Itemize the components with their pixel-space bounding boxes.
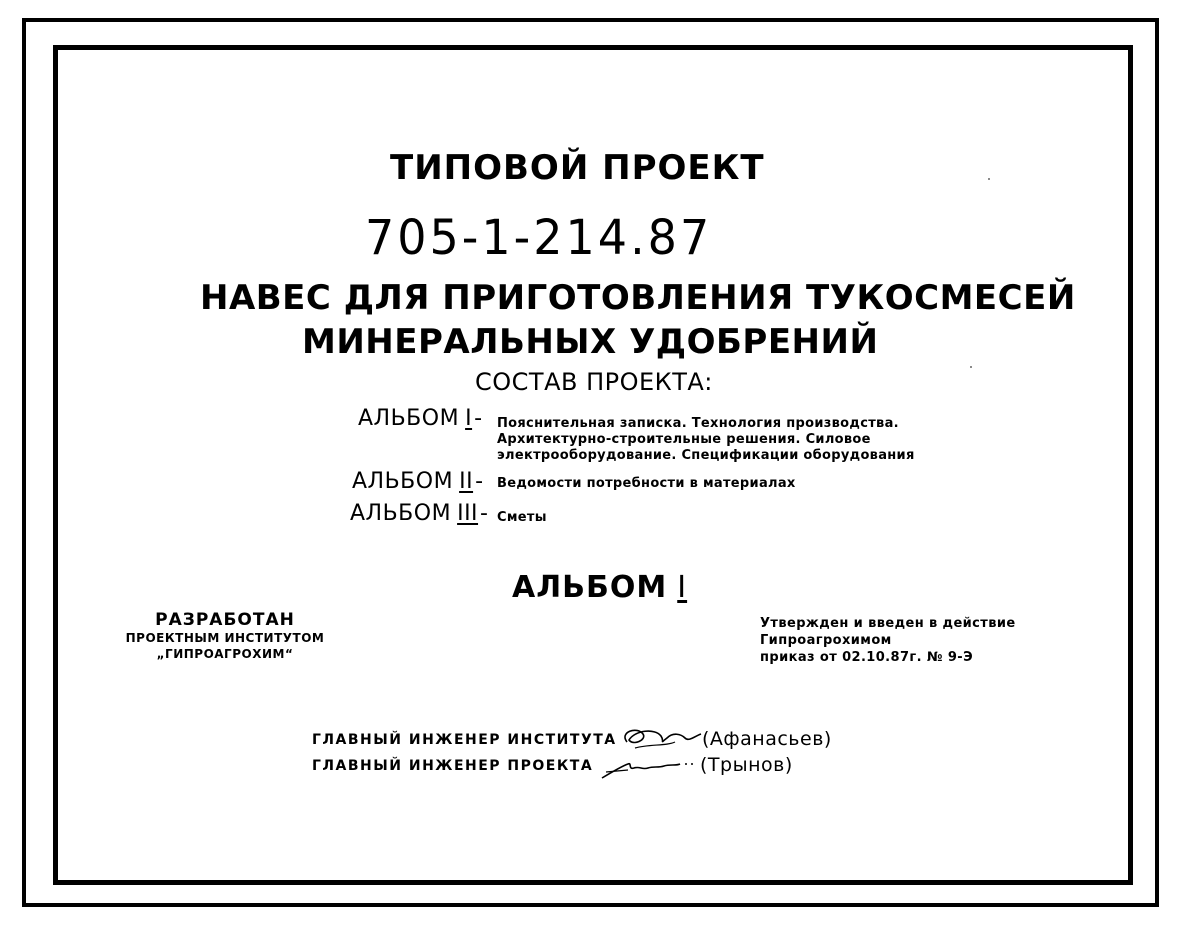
project-title-line-1: НАВЕС ДЛЯ ПРИГОТОВЛЕНИЯ ТУКОСМЕСЕЙ: [200, 278, 1076, 318]
album-dash: -: [475, 469, 484, 494]
album-entry: [352, 469, 484, 494]
scan-speck: [988, 178, 990, 180]
approval-line: Гипроагрохимом: [760, 633, 892, 648]
album-description-line: Архитектурно-строительные решения. Силовое: [497, 432, 871, 447]
current-album-name: АЛЬБОМ: [512, 570, 668, 605]
approval-block: [760, 615, 1016, 666]
album-numeral: II: [459, 469, 474, 494]
developer-line: ПРОЕКТНЫМ ИНСТИТУТОМ: [125, 631, 325, 645]
album-name: АЛЬБОМ: [350, 501, 452, 526]
album-name: АЛЬБОМ: [358, 406, 460, 431]
album-entry: [350, 501, 489, 526]
developer-title: РАЗРАБОТАН: [155, 610, 295, 630]
signature-image: [598, 756, 702, 782]
developer-block: [125, 610, 325, 662]
album-description-line: Пояснительная записка. Технология производства.: [497, 416, 899, 431]
developer-institute: „ГИПРОАГРОХИМ“: [156, 647, 294, 661]
album-numeral: III: [457, 501, 479, 526]
project-number: 705-1-214.87: [365, 208, 713, 266]
album-dash: -: [474, 406, 483, 431]
signature-name: (Трынов): [700, 754, 793, 776]
album-description: [497, 416, 915, 464]
album-description-line: Ведомости потребности в материалах: [497, 476, 796, 491]
album-description-line: Сметы: [497, 510, 547, 525]
signature-row-role: ГЛАВНЫЙ ИНЖЕНЕР ПРОЕКТА: [312, 758, 594, 774]
album-description: [497, 510, 547, 526]
current-album: [512, 570, 687, 605]
project-title-line-2: МИНЕРАЛЬНЫХ УДОБРЕНИЙ: [302, 322, 879, 362]
album-description-line: электрооборудование. Спецификации оборудования: [497, 448, 915, 463]
current-album-numeral: I: [677, 570, 688, 605]
project-type-label: ТИПОВОЙ ПРОЕКТ: [390, 148, 765, 188]
album-numeral: I: [465, 406, 473, 431]
signature-image: [615, 722, 705, 756]
signature-row-role: ГЛАВНЫЙ ИНЖЕНЕР ИНСТИТУТА: [312, 732, 617, 748]
album-name: АЛЬБОМ: [352, 469, 454, 494]
signature-name: (Афанасьев): [702, 728, 832, 750]
scan-speck: [970, 366, 972, 368]
album-entry: [358, 406, 483, 431]
approval-line: Утвержден и введен в действие: [760, 616, 1016, 631]
composition-heading: СОСТАВ ПРОЕКТА:: [475, 368, 713, 396]
album-description: [497, 476, 796, 492]
approval-order: приказ от 02.10.87г. № 9-Э: [760, 650, 974, 665]
album-dash: -: [480, 501, 489, 526]
